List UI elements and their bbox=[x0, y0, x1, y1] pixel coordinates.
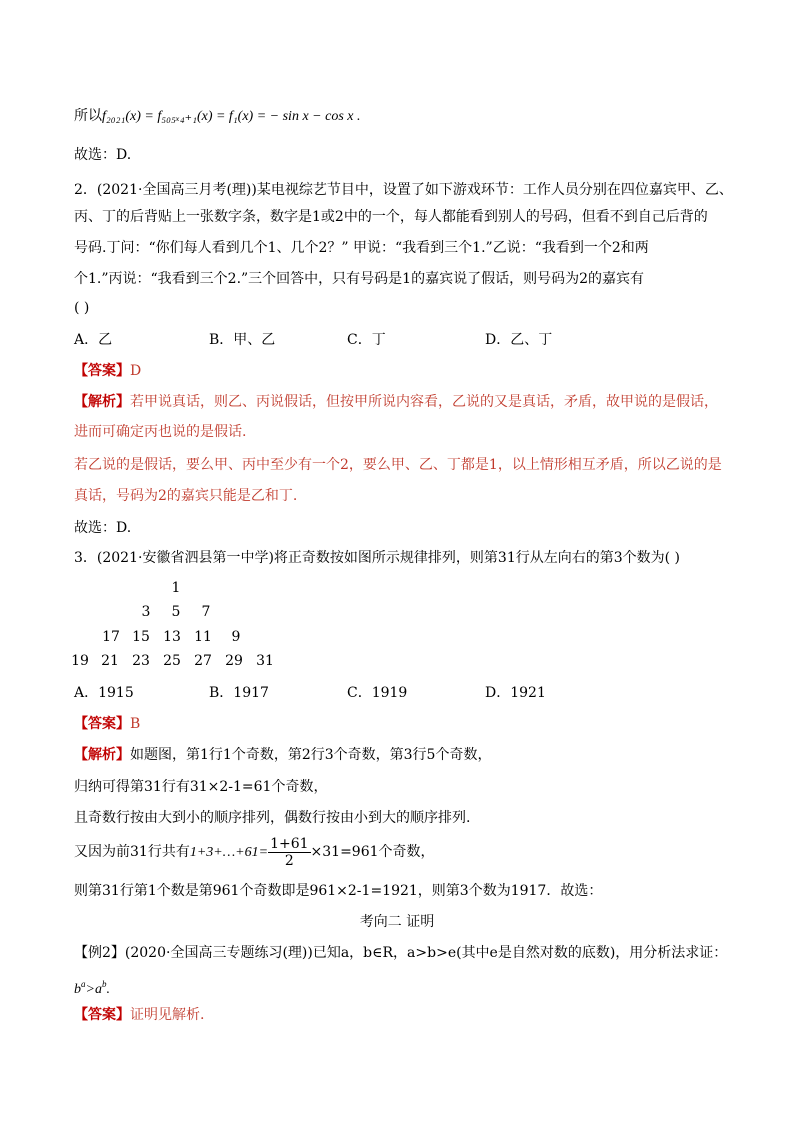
triangle-number: 13 bbox=[163, 629, 181, 645]
q2-line-4: 个1.”丙说：“我看到三个2.”三个回答中，只有号码是1的嘉宾说了假话，则号码为2的嘉宾有 bbox=[74, 271, 644, 287]
triangle-number: 15 bbox=[132, 629, 150, 645]
triangle-number: 11 bbox=[194, 629, 212, 645]
q2-answer bbox=[74, 361, 141, 381]
triangle-number: 25 bbox=[163, 653, 181, 669]
exp-b: b bbox=[101, 979, 107, 989]
answer-value: 证明见解析. bbox=[130, 1007, 205, 1023]
q2-analysis-1 bbox=[74, 392, 718, 412]
equation: f₂₀₂₁(x) = f₅₀₅ₓ₄₊₁(x) = f₁(x) = − sin x − cos x . bbox=[102, 109, 361, 124]
equation-line bbox=[74, 106, 361, 127]
q2-analysis-4: 真话，号码为2的嘉宾只能是乙和丁. bbox=[74, 488, 298, 504]
triangle-number: 27 bbox=[194, 653, 212, 669]
triangle-number: 21 bbox=[101, 653, 119, 669]
ex2-line-2 bbox=[74, 974, 110, 1000]
so-prefix: 所以 bbox=[74, 108, 102, 124]
analysis-4-suffix: ×31=961个奇数， bbox=[310, 844, 435, 860]
answer-label: 【答案】 bbox=[74, 1007, 130, 1023]
triangle-number: 31 bbox=[256, 653, 274, 669]
q3-analysis-5: 则第31行第1个数是第961个奇数即是961×2-1=1921，则第3个数为1917．故选： bbox=[74, 883, 603, 899]
answer-value: B bbox=[130, 716, 141, 732]
q3-option-c: C．1919 bbox=[347, 685, 408, 701]
q2-analysis-3: 若乙说的是假话，要么甲、丙中至少有一个2，要么甲、乙、丁都是1，以上情形相互矛盾，所以乙说的是 bbox=[74, 457, 722, 473]
ex2-answer bbox=[74, 1005, 204, 1025]
triangle-number: 19 bbox=[71, 653, 89, 669]
ex2-line-1: 【例2】(2020·全国高三专题练习(理))已知a，b∈R，a>b>e(其中e是自然对数的底数)，用分析法求证： bbox=[74, 945, 728, 961]
base-b: b bbox=[74, 982, 81, 997]
answer-label: 【答案】 bbox=[74, 716, 130, 732]
fraction bbox=[268, 836, 310, 869]
triangle-number: 23 bbox=[132, 653, 150, 669]
triangle-number: 3 bbox=[141, 604, 151, 620]
section-title: 考向二 证明 bbox=[359, 914, 435, 930]
q3-analysis-3: 且奇数行按由大到小的顺序排列，偶数行按由小到大的顺序排列. bbox=[74, 810, 471, 826]
q2-line-1: 2．(2021·全国高三月考(理))某电视综艺节目中，设置了如下游戏环节：工作人员分别在四位嘉宾甲、乙、 bbox=[74, 182, 733, 198]
q3-analysis-1 bbox=[74, 745, 491, 765]
triangle-number: 17 bbox=[102, 629, 120, 645]
q3-analysis-2: 归纳可得第31行有31×2-1=61个奇数， bbox=[74, 779, 328, 795]
analysis-text: 若甲说真话，则乙、丙说假话，但按甲所说内容看，乙说的又是真话，矛盾，故甲说的是假话， bbox=[130, 394, 718, 410]
triangle-number: 9 bbox=[231, 629, 241, 645]
triangle-number: 1 bbox=[171, 580, 181, 596]
q3-option-d: D．1921 bbox=[485, 685, 546, 701]
choose-line-1: 故选：D. bbox=[74, 147, 132, 163]
period: . bbox=[106, 982, 110, 997]
q3-option-b: B．1917 bbox=[209, 685, 269, 701]
q2-analysis-2: 进而可确定丙也说的是假话. bbox=[74, 424, 247, 440]
q2-line-2: 丙、丁的后背贴上一张数字条，数字是1或2中的一个，每人都能看到别人的号码，但看不到自己后背的 bbox=[74, 209, 708, 225]
fraction-denominator: 2 bbox=[284, 852, 294, 869]
q3-analysis-4 bbox=[74, 834, 435, 871]
analysis-4-prefix: 又因为前31行共有 bbox=[74, 844, 190, 860]
q2-option-c: C．丁 bbox=[347, 332, 386, 348]
q2-paren: ( ) bbox=[74, 300, 90, 316]
q2-option-a: A．乙 bbox=[74, 332, 113, 348]
q2-choose: 故选：D. bbox=[74, 520, 132, 536]
analysis-label: 【解析】 bbox=[74, 747, 130, 763]
q2-option-b: B．甲、乙 bbox=[209, 332, 276, 348]
exp-a: a bbox=[81, 979, 86, 989]
q2-option-d: D．乙、丁 bbox=[485, 332, 553, 348]
triangle-number: 5 bbox=[171, 604, 181, 620]
q2-line-3: 号码.丁问：“你们每人看到几个1、几个2？” 甲说：“我看到三个1.”乙说：“我看到一个2和两 bbox=[74, 240, 649, 256]
answer-value: D bbox=[130, 363, 142, 379]
analysis-label: 【解析】 bbox=[74, 394, 130, 410]
q3-line-1: 3．(2021·安徽省泗县第一中学)将正奇数按如图所示规律排列，则第31行从左向右的第3个数为( ) bbox=[74, 550, 681, 566]
q3-option-a: A．1915 bbox=[74, 685, 134, 701]
triangle-number: 29 bbox=[225, 653, 243, 669]
q3-answer bbox=[74, 714, 140, 734]
gt-a: >a bbox=[85, 982, 102, 997]
triangle-number: 7 bbox=[201, 604, 211, 620]
answer-label: 【答案】 bbox=[74, 363, 130, 379]
sum-expression: 1+3+…+61= bbox=[189, 845, 269, 860]
analysis-text: 如题图，第1行1个奇数，第2行3个奇数，第3行5个奇数， bbox=[130, 747, 492, 763]
fraction-numerator: 1+61 bbox=[270, 835, 309, 852]
